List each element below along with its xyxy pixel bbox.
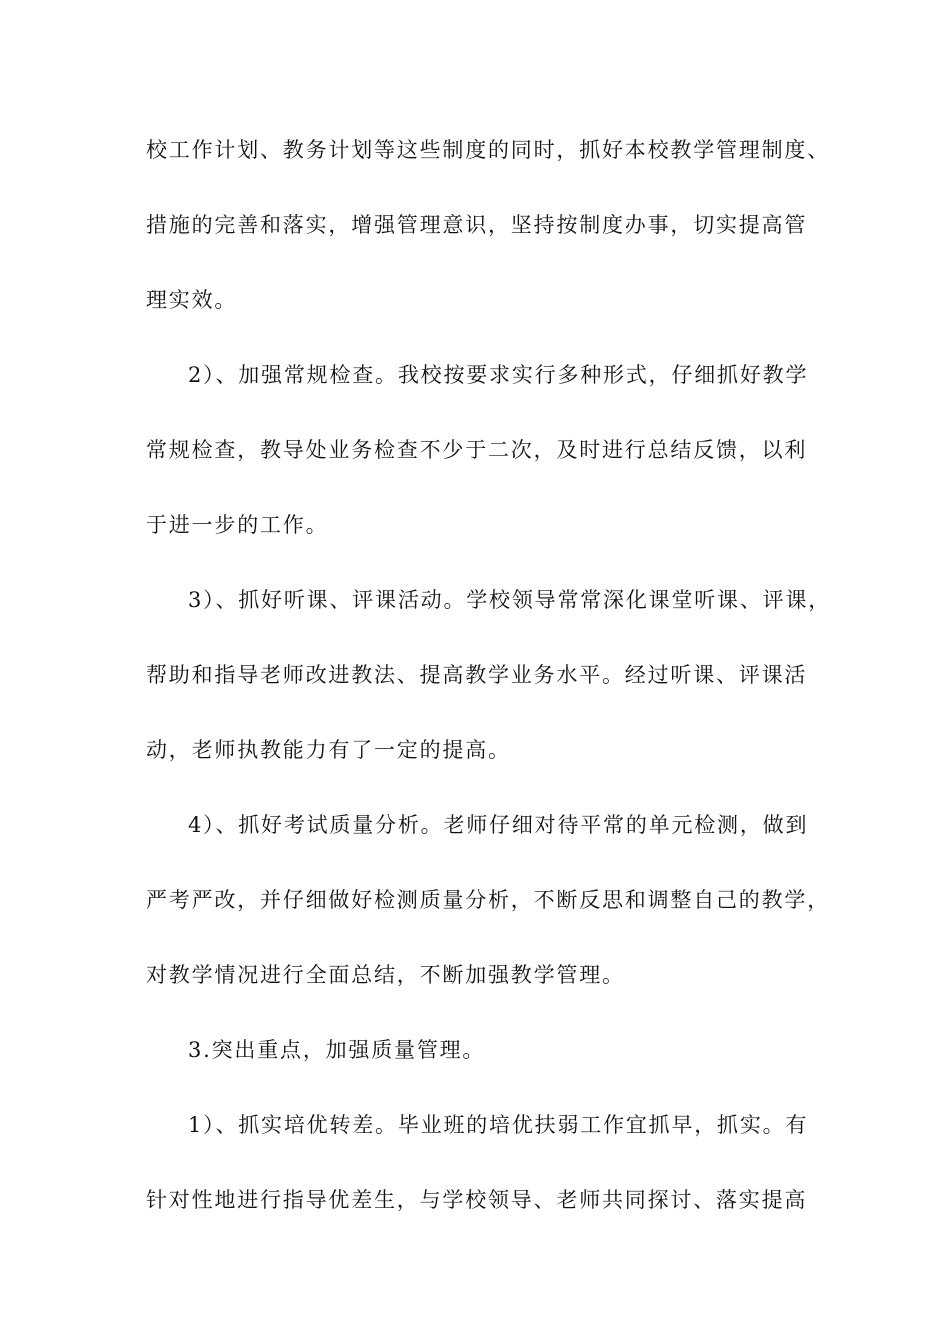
paragraph-line: 2）、加强常规检查。我校按要求实行多种形式，仔细抓好教学 [188,363,809,387]
paragraph-line: 对教学情况进行全面总结，不断加强教学管理。 [146,963,625,987]
paragraph-line: 于进一步的工作。 [146,513,329,537]
paragraph-line: 动，老师执教能力有了一定的提高。 [146,738,511,762]
paragraph-line: 措施的完善和落实，增强管理意识，坚持按制度办事，切实提高管 [146,213,808,237]
paragraph-line: 常规检查，教导处业务检查不少于二次，及时进行总结反馈，以利 [146,438,808,462]
paragraph-line: 4）、抓好考试质量分析。老师仔细对待平常的单元检测，做到 [188,813,809,837]
paragraph-line: 帮助和指导老师改进教法、提高教学业务水平。经过听课、评课活 [146,663,808,687]
section-heading: 3.突出重点，加强质量管理。 [188,1038,486,1062]
paragraph-line: 理实效。 [146,288,238,312]
paragraph-line: 校工作计划、教务计划等这些制度的同时，抓好本校教学管理制度、 [146,138,830,162]
paragraph-line: 3）、抓好听课、评课活动。学校领导常常深化课堂听课、评课， [188,588,832,612]
paragraph-line: 严考严改，并仔细做好检测质量分析，不断反思和调整自己的教学， [146,888,830,912]
paragraph-line: 1）、抓实培优转差。毕业班的培优扶弱工作宜抓早，抓实。有 [188,1113,809,1137]
paragraph-line: 针对性地进行指导优差生，与学校领导、老师共同探讨、落实提高 [146,1188,808,1212]
